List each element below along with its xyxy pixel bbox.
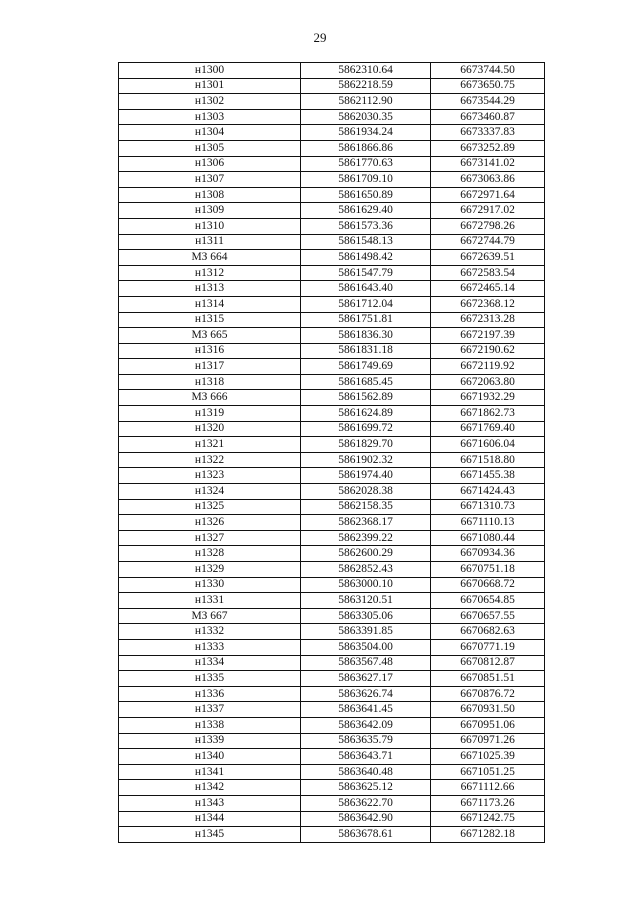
table-row bbox=[119, 530, 545, 546]
point-name-cell: н1317 bbox=[119, 359, 301, 375]
x-coordinate-cell: 5861974.40 bbox=[301, 468, 431, 484]
point-name-cell: н1323 bbox=[119, 468, 301, 484]
y-coordinate-cell: 6672744.79 bbox=[431, 234, 545, 250]
point-name-cell: н1315 bbox=[119, 312, 301, 328]
y-coordinate-cell: 6671051.25 bbox=[431, 764, 545, 780]
y-coordinate-cell: 6670971.26 bbox=[431, 733, 545, 749]
y-coordinate-cell: 6672639.51 bbox=[431, 250, 545, 266]
point-name-cell: н1311 bbox=[119, 234, 301, 250]
table-row bbox=[119, 577, 545, 593]
table-row bbox=[119, 203, 545, 219]
x-coordinate-cell: 5861866.86 bbox=[301, 140, 431, 156]
y-coordinate-cell: 6673141.02 bbox=[431, 156, 545, 172]
x-coordinate-cell: 5863504.00 bbox=[301, 639, 431, 655]
point-name-cell: н1336 bbox=[119, 686, 301, 702]
coordinates-table bbox=[118, 62, 545, 843]
table-row bbox=[119, 109, 545, 125]
x-coordinate-cell: 5862600.29 bbox=[301, 546, 431, 562]
x-coordinate-cell: 5861624.89 bbox=[301, 406, 431, 422]
x-coordinate-cell: 5862112.90 bbox=[301, 94, 431, 110]
table-row bbox=[119, 343, 545, 359]
point-name-cell: н1321 bbox=[119, 437, 301, 453]
y-coordinate-cell: 6673650.75 bbox=[431, 78, 545, 94]
y-coordinate-cell: 6671112.66 bbox=[431, 780, 545, 796]
x-coordinate-cell: 5861836.30 bbox=[301, 328, 431, 344]
x-coordinate-cell: 5863627.17 bbox=[301, 671, 431, 687]
y-coordinate-cell: 6671282.18 bbox=[431, 827, 545, 843]
table-row bbox=[119, 811, 545, 827]
point-name-cell: н1308 bbox=[119, 187, 301, 203]
table-row bbox=[119, 421, 545, 437]
table-row bbox=[119, 717, 545, 733]
x-coordinate-cell: 5861770.63 bbox=[301, 156, 431, 172]
y-coordinate-cell: 6673460.87 bbox=[431, 109, 545, 125]
point-name-cell: н1334 bbox=[119, 655, 301, 671]
y-coordinate-cell: 6670931.50 bbox=[431, 702, 545, 718]
x-coordinate-cell: 5861699.72 bbox=[301, 421, 431, 437]
x-coordinate-cell: 5861573.36 bbox=[301, 218, 431, 234]
point-name-cell: н1314 bbox=[119, 296, 301, 312]
x-coordinate-cell: 5861685.45 bbox=[301, 374, 431, 390]
point-name-cell: н1337 bbox=[119, 702, 301, 718]
x-coordinate-cell: 5861902.32 bbox=[301, 452, 431, 468]
x-coordinate-cell: 5861548.13 bbox=[301, 234, 431, 250]
coordinates-table-body bbox=[119, 63, 545, 843]
point-name-cell: н1326 bbox=[119, 515, 301, 531]
table-row bbox=[119, 265, 545, 281]
y-coordinate-cell: 6670682.63 bbox=[431, 624, 545, 640]
x-coordinate-cell: 5863120.51 bbox=[301, 593, 431, 609]
table-row bbox=[119, 296, 545, 312]
point-name-cell: н1342 bbox=[119, 780, 301, 796]
x-coordinate-cell: 5863640.48 bbox=[301, 764, 431, 780]
table-row bbox=[119, 686, 545, 702]
x-coordinate-cell: 5862368.17 bbox=[301, 515, 431, 531]
table-row bbox=[119, 452, 545, 468]
y-coordinate-cell: 6672119.92 bbox=[431, 359, 545, 375]
point-name-cell: н1340 bbox=[119, 749, 301, 765]
x-coordinate-cell: 5862852.43 bbox=[301, 562, 431, 578]
y-coordinate-cell: 6671080.44 bbox=[431, 530, 545, 546]
point-name-cell: н1320 bbox=[119, 421, 301, 437]
y-coordinate-cell: 6672190.62 bbox=[431, 343, 545, 359]
point-name-cell: н1325 bbox=[119, 499, 301, 515]
x-coordinate-cell: 5861934.24 bbox=[301, 125, 431, 141]
table-row bbox=[119, 562, 545, 578]
table-row bbox=[119, 702, 545, 718]
x-coordinate-cell: 5861712.04 bbox=[301, 296, 431, 312]
y-coordinate-cell: 6670751.18 bbox=[431, 562, 545, 578]
table-row bbox=[119, 780, 545, 796]
table-row bbox=[119, 63, 545, 79]
point-name-cell: н1300 bbox=[119, 63, 301, 79]
table-row bbox=[119, 140, 545, 156]
y-coordinate-cell: 6672313.28 bbox=[431, 312, 545, 328]
y-coordinate-cell: 6671025.39 bbox=[431, 749, 545, 765]
y-coordinate-cell: 6670657.55 bbox=[431, 608, 545, 624]
y-coordinate-cell: 6671173.26 bbox=[431, 795, 545, 811]
point-name-cell: н1345 bbox=[119, 827, 301, 843]
x-coordinate-cell: 5863635.79 bbox=[301, 733, 431, 749]
y-coordinate-cell: 6673063.86 bbox=[431, 172, 545, 188]
point-name-cell: н1324 bbox=[119, 484, 301, 500]
table-row bbox=[119, 250, 545, 266]
x-coordinate-cell: 5862399.22 bbox=[301, 530, 431, 546]
y-coordinate-cell: 6671242.75 bbox=[431, 811, 545, 827]
y-coordinate-cell: 6671769.40 bbox=[431, 421, 545, 437]
y-coordinate-cell: 6670812.87 bbox=[431, 655, 545, 671]
table-row bbox=[119, 172, 545, 188]
table-row bbox=[119, 218, 545, 234]
y-coordinate-cell: 6671110.13 bbox=[431, 515, 545, 531]
point-name-cell: МЗ 664 bbox=[119, 250, 301, 266]
x-coordinate-cell: 5861547.79 bbox=[301, 265, 431, 281]
point-name-cell: МЗ 666 bbox=[119, 390, 301, 406]
point-name-cell: н1338 bbox=[119, 717, 301, 733]
table-row bbox=[119, 546, 545, 562]
x-coordinate-cell: 5863643.71 bbox=[301, 749, 431, 765]
point-name-cell: н1335 bbox=[119, 671, 301, 687]
x-coordinate-cell: 5863567.48 bbox=[301, 655, 431, 671]
table-row bbox=[119, 499, 545, 515]
point-name-cell: н1330 bbox=[119, 577, 301, 593]
y-coordinate-cell: 6670951.06 bbox=[431, 717, 545, 733]
x-coordinate-cell: 5861562.89 bbox=[301, 390, 431, 406]
x-coordinate-cell: 5863678.61 bbox=[301, 827, 431, 843]
x-coordinate-cell: 5862158.35 bbox=[301, 499, 431, 515]
point-name-cell: н1333 bbox=[119, 639, 301, 655]
table-row bbox=[119, 281, 545, 297]
y-coordinate-cell: 6670851.51 bbox=[431, 671, 545, 687]
point-name-cell: н1307 bbox=[119, 172, 301, 188]
y-coordinate-cell: 6671455.38 bbox=[431, 468, 545, 484]
x-coordinate-cell: 5861749.69 bbox=[301, 359, 431, 375]
table-row bbox=[119, 468, 545, 484]
x-coordinate-cell: 5863642.90 bbox=[301, 811, 431, 827]
y-coordinate-cell: 6673744.50 bbox=[431, 63, 545, 79]
x-coordinate-cell: 5862028.38 bbox=[301, 484, 431, 500]
point-name-cell: н1327 bbox=[119, 530, 301, 546]
y-coordinate-cell: 6671606.04 bbox=[431, 437, 545, 453]
point-name-cell: н1332 bbox=[119, 624, 301, 640]
y-coordinate-cell: 6672465.14 bbox=[431, 281, 545, 297]
table-row bbox=[119, 827, 545, 843]
x-coordinate-cell: 5863641.45 bbox=[301, 702, 431, 718]
table-row bbox=[119, 484, 545, 500]
table-row bbox=[119, 234, 545, 250]
table-row bbox=[119, 733, 545, 749]
x-coordinate-cell: 5861650.89 bbox=[301, 187, 431, 203]
x-coordinate-cell: 5861751.81 bbox=[301, 312, 431, 328]
y-coordinate-cell: 6672368.12 bbox=[431, 296, 545, 312]
page-number: 29 bbox=[313, 30, 327, 45]
point-name-cell: н1328 bbox=[119, 546, 301, 562]
point-name-cell: н1316 bbox=[119, 343, 301, 359]
y-coordinate-cell: 6673337.83 bbox=[431, 125, 545, 141]
table-row bbox=[119, 125, 545, 141]
y-coordinate-cell: 6672971.64 bbox=[431, 187, 545, 203]
table-row bbox=[119, 328, 545, 344]
point-name-cell: н1310 bbox=[119, 218, 301, 234]
point-name-cell: н1339 bbox=[119, 733, 301, 749]
x-coordinate-cell: 5863625.12 bbox=[301, 780, 431, 796]
y-coordinate-cell: 6672063.80 bbox=[431, 374, 545, 390]
y-coordinate-cell: 6670876.72 bbox=[431, 686, 545, 702]
y-coordinate-cell: 6671518.80 bbox=[431, 452, 545, 468]
x-coordinate-cell: 5861831.18 bbox=[301, 343, 431, 359]
x-coordinate-cell: 5863000.10 bbox=[301, 577, 431, 593]
point-name-cell: н1302 bbox=[119, 94, 301, 110]
point-name-cell: н1318 bbox=[119, 374, 301, 390]
table-row bbox=[119, 390, 545, 406]
table-row bbox=[119, 156, 545, 172]
point-name-cell: н1319 bbox=[119, 406, 301, 422]
point-name-cell: МЗ 665 bbox=[119, 328, 301, 344]
table-row bbox=[119, 593, 545, 609]
y-coordinate-cell: 6670668.72 bbox=[431, 577, 545, 593]
y-coordinate-cell: 6670934.36 bbox=[431, 546, 545, 562]
point-name-cell: н1322 bbox=[119, 452, 301, 468]
table-row bbox=[119, 406, 545, 422]
table-row bbox=[119, 94, 545, 110]
x-coordinate-cell: 5863305.06 bbox=[301, 608, 431, 624]
y-coordinate-cell: 6670771.19 bbox=[431, 639, 545, 655]
table-row bbox=[119, 374, 545, 390]
table-row bbox=[119, 608, 545, 624]
point-name-cell: н1301 bbox=[119, 78, 301, 94]
y-coordinate-cell: 6672917.02 bbox=[431, 203, 545, 219]
x-coordinate-cell: 5863642.09 bbox=[301, 717, 431, 733]
table-row bbox=[119, 795, 545, 811]
table-row bbox=[119, 624, 545, 640]
y-coordinate-cell: 6671424.43 bbox=[431, 484, 545, 500]
y-coordinate-cell: 6673544.29 bbox=[431, 94, 545, 110]
y-coordinate-cell: 6672798.26 bbox=[431, 218, 545, 234]
point-name-cell: н1344 bbox=[119, 811, 301, 827]
point-name-cell: н1309 bbox=[119, 203, 301, 219]
y-coordinate-cell: 6670654.85 bbox=[431, 593, 545, 609]
x-coordinate-cell: 5861498.42 bbox=[301, 250, 431, 266]
x-coordinate-cell: 5862218.59 bbox=[301, 78, 431, 94]
y-coordinate-cell: 6671310.73 bbox=[431, 499, 545, 515]
point-name-cell: МЗ 667 bbox=[119, 608, 301, 624]
point-name-cell: н1331 bbox=[119, 593, 301, 609]
point-name-cell: н1343 bbox=[119, 795, 301, 811]
table-row bbox=[119, 359, 545, 375]
x-coordinate-cell: 5861829.70 bbox=[301, 437, 431, 453]
table-row bbox=[119, 764, 545, 780]
table-row bbox=[119, 312, 545, 328]
table-row bbox=[119, 671, 545, 687]
x-coordinate-cell: 5861709.10 bbox=[301, 172, 431, 188]
table-row bbox=[119, 515, 545, 531]
table-row bbox=[119, 187, 545, 203]
y-coordinate-cell: 6671862.73 bbox=[431, 406, 545, 422]
y-coordinate-cell: 6671932.29 bbox=[431, 390, 545, 406]
table-row bbox=[119, 749, 545, 765]
point-name-cell: н1341 bbox=[119, 764, 301, 780]
x-coordinate-cell: 5862310.64 bbox=[301, 63, 431, 79]
x-coordinate-cell: 5861643.40 bbox=[301, 281, 431, 297]
x-coordinate-cell: 5862030.35 bbox=[301, 109, 431, 125]
x-coordinate-cell: 5863622.70 bbox=[301, 795, 431, 811]
x-coordinate-cell: 5863626.74 bbox=[301, 686, 431, 702]
point-name-cell: н1303 bbox=[119, 109, 301, 125]
table-row bbox=[119, 78, 545, 94]
point-name-cell: н1329 bbox=[119, 562, 301, 578]
point-name-cell: н1304 bbox=[119, 125, 301, 141]
y-coordinate-cell: 6672583.54 bbox=[431, 265, 545, 281]
y-coordinate-cell: 6673252.89 bbox=[431, 140, 545, 156]
y-coordinate-cell: 6672197.39 bbox=[431, 328, 545, 344]
table-row bbox=[119, 639, 545, 655]
table-row bbox=[119, 655, 545, 671]
x-coordinate-cell: 5863391.85 bbox=[301, 624, 431, 640]
table-row bbox=[119, 437, 545, 453]
point-name-cell: н1306 bbox=[119, 156, 301, 172]
x-coordinate-cell: 5861629.40 bbox=[301, 203, 431, 219]
point-name-cell: н1305 bbox=[119, 140, 301, 156]
point-name-cell: н1313 bbox=[119, 281, 301, 297]
point-name-cell: н1312 bbox=[119, 265, 301, 281]
